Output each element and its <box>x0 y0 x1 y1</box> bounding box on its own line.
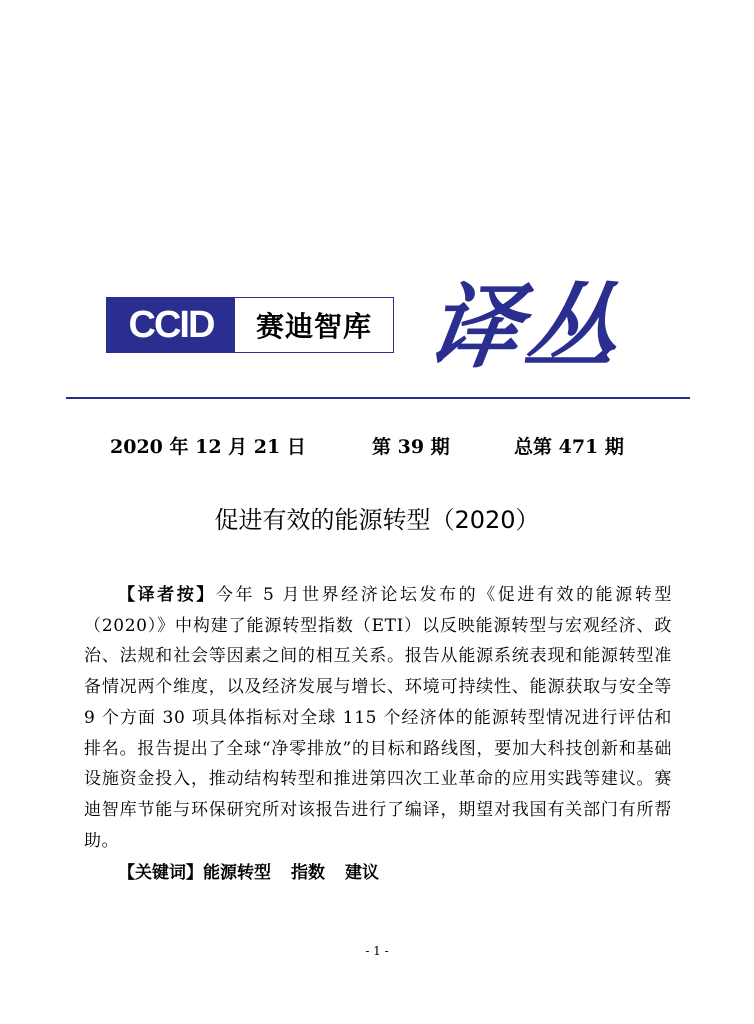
note-tag: 【译者按】 <box>118 585 216 605</box>
keywords-line <box>118 858 399 883</box>
issue-line <box>110 432 670 459</box>
note-text: 今年 5 月世界经济论坛发布的《促进有效的能源转型（2020）》中构建了能源转型指数（ETI）以反映能源转型与宏观经济、政治、法规和社会等因素之间的相互关系。报告从能源系统表现和能源转型准备情况两个维度，以及经济发展与增长、环境可持续性、能源获取与安全等 9 个方面 30 项具体指标对全球 115 个经济体的能源转型情况进行评估和排名。报告提出了全球“净零排放”的目标和路线图，要加大科技创新和基础设施资金投入，推动结构转型和推进第四次工业革命的应用实践等建议。赛迪智库节能与环保研究所对该报告进行了编译，期望对我国有关部门有所帮助。 <box>84 585 672 851</box>
brand-name: 赛迪智库 <box>255 310 372 343</box>
issue-number: 第 39 期 <box>372 436 450 458</box>
keyword-item: 建议 <box>345 863 379 883</box>
header-divider <box>66 397 690 399</box>
translator-note <box>84 580 672 856</box>
issue-total: 总第 471 期 <box>514 436 624 458</box>
translator-note-paragraph <box>84 580 672 856</box>
page-number: - 1 - <box>365 944 389 958</box>
keyword-item: 指数 <box>291 863 325 883</box>
ccid-logo: CCID <box>107 298 235 352</box>
keywords-tag: 【关键词】 <box>118 863 203 883</box>
issue-date: 2020 年 12 月 21 日 <box>110 436 306 458</box>
series-title: 译丛 <box>420 274 632 381</box>
brand-box <box>106 297 394 353</box>
keyword-item: 能源转型 <box>203 863 271 883</box>
document-title: 促进有效的能源转型（2020） <box>214 506 540 534</box>
